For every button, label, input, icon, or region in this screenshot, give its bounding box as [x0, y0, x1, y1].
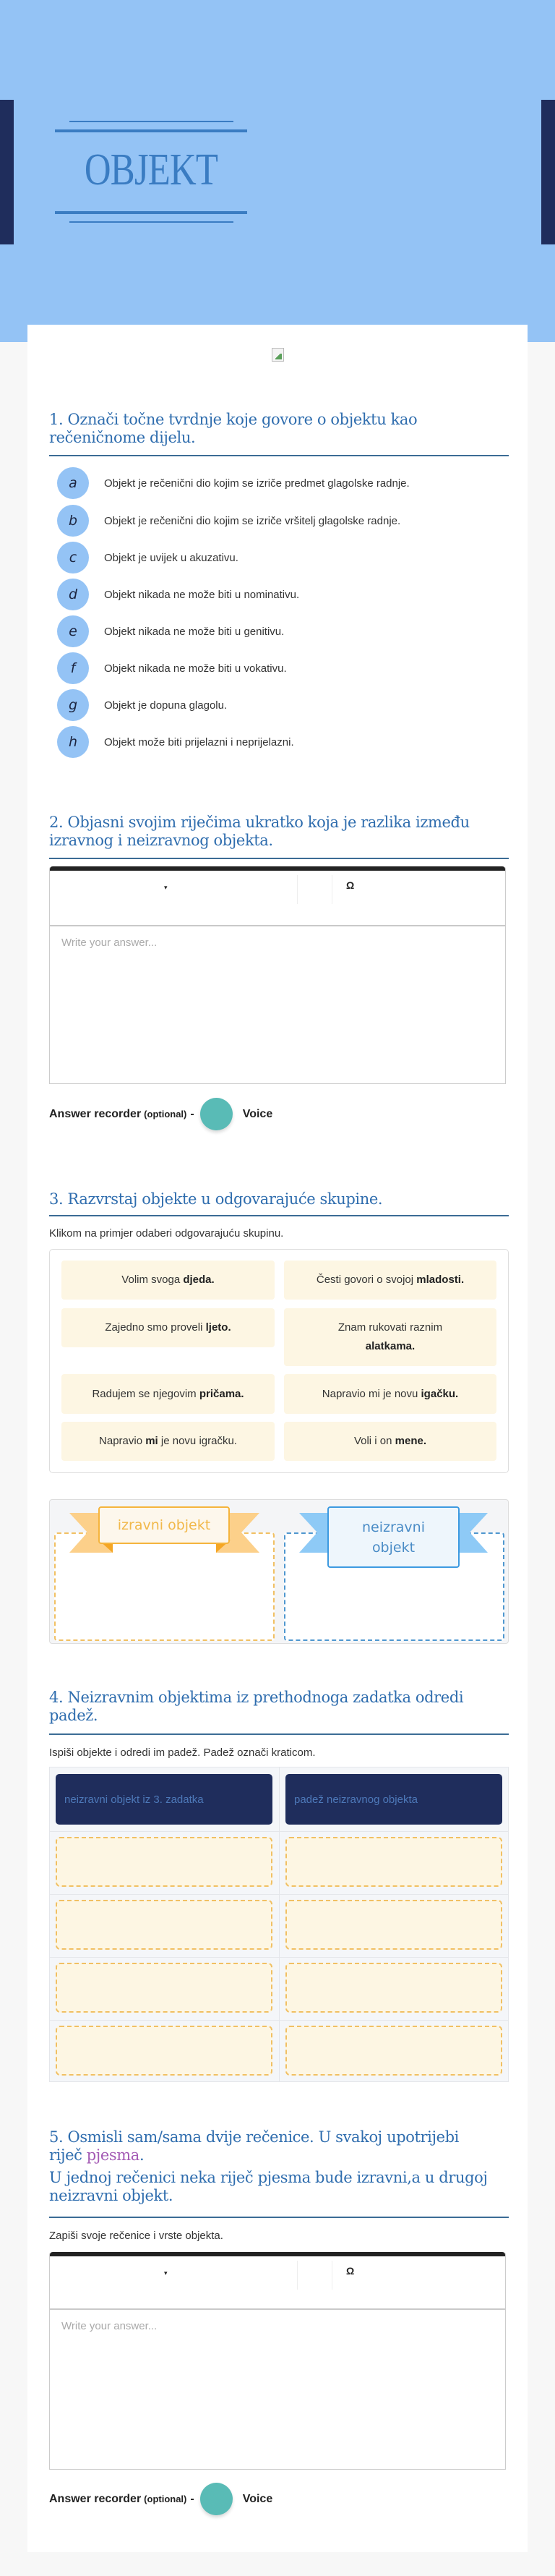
- question-5-title: [49, 2128, 506, 2205]
- option-letter-badge: h: [57, 726, 89, 758]
- question-divider: [49, 1215, 509, 1216]
- question-divider: [49, 2217, 509, 2218]
- rich-text-editor: [49, 866, 506, 1084]
- answer-recorder: [49, 1098, 272, 1130]
- title-rule: [55, 211, 247, 214]
- special-character-icon[interactable]: Ω: [346, 2265, 355, 2277]
- option-text: Objekt je rečenični dio kojim se izriče predmet glagolske radnje.: [104, 477, 410, 490]
- question-4-title-line: padež.: [49, 1707, 98, 1724]
- question-2-title-line: 2. Objasni svojim riječima ukratko koja je razlika između: [49, 814, 470, 831]
- category-label-izravni: izravni objekt: [98, 1506, 230, 1544]
- option-text: Objekt je uvijek u akuzativu.: [104, 551, 238, 564]
- option-letter-badge: a: [57, 467, 89, 499]
- option-letter-badge: d: [57, 579, 89, 610]
- table-divider: [50, 1831, 508, 1832]
- title-rule: [55, 129, 247, 132]
- option-letter-badge: g: [57, 689, 89, 721]
- option-h[interactable]: [57, 726, 294, 758]
- recorder-label: Answer recorder: [49, 1107, 142, 1120]
- special-character-icon[interactable]: Ω: [346, 879, 355, 891]
- question-5-title-line: 5. Osmisli sam/sama dvije rečenice. U svakoj upotrijebi: [49, 2128, 459, 2146]
- answer-cell[interactable]: [285, 1963, 502, 2013]
- option-text: Objekt može biti prijelazni i neprijelazni.: [104, 735, 294, 749]
- question-divider: [49, 1733, 509, 1735]
- option-f[interactable]: [57, 652, 287, 684]
- option-c[interactable]: [57, 542, 238, 573]
- option-b[interactable]: [57, 505, 400, 537]
- option-e[interactable]: [57, 615, 284, 647]
- page-title: OBJEKT: [84, 145, 218, 195]
- recorder-optional-label: (optional): [144, 1109, 187, 1119]
- answer-placeholder: Write your answer...: [61, 937, 158, 949]
- recorder-optional-label: (optional): [144, 2494, 187, 2504]
- question-5-instruction: Zapiši svoje rečenice i vrste objekta.: [49, 2230, 223, 2242]
- question-4-title: [49, 1689, 506, 1725]
- answer-cell[interactable]: [56, 2026, 272, 2076]
- toolbar-separator: [297, 875, 298, 904]
- answer-textarea[interactable]: [50, 926, 505, 1083]
- highlight-word: pjesma: [86, 2146, 139, 2164]
- sort-chip[interactable]: Volim svoga djeda.: [61, 1261, 275, 1300]
- decorative-bar-right: [541, 100, 555, 244]
- voice-label: Voice: [242, 1107, 273, 1120]
- question-3-instruction: Klikom na primjer odaberi odgovarajuću skupinu.: [49, 1227, 284, 1240]
- editor-toolbar: [50, 871, 505, 926]
- editor-toolbar: [50, 2256, 505, 2310]
- option-text: Objekt nikada ne može biti u vokativu.: [104, 662, 287, 675]
- sort-chip[interactable]: Napravio mi je novu igračku.: [61, 1422, 275, 1461]
- question-3-title: 3. Razvrstaj objekte u odgovarajuće skupine.: [49, 1190, 383, 1208]
- answer-cell[interactable]: [285, 2026, 502, 2076]
- hero-banner: [0, 0, 555, 342]
- option-a[interactable]: [57, 467, 410, 499]
- option-letter-badge: e: [57, 615, 89, 647]
- title-rule: [69, 121, 233, 122]
- answer-cell[interactable]: [56, 1837, 272, 1887]
- table-divider: [50, 1894, 508, 1895]
- sort-chip[interactable]: Zajedno smo proveli ljeto.: [61, 1308, 275, 1347]
- question-5-title-line: neizravni objekt.: [49, 2187, 173, 2204]
- table-divider: [50, 1957, 508, 1958]
- sort-chip[interactable]: Česti govori o svojoj mladosti.: [284, 1261, 496, 1300]
- answer-recorder: [49, 2483, 272, 2515]
- toolbar-separator: [297, 2261, 298, 2290]
- recorder-dash: -: [190, 2492, 194, 2505]
- option-text: Objekt nikada ne može biti u genitivu.: [104, 625, 285, 638]
- question-divider: [49, 455, 509, 456]
- question-2-title: [49, 814, 506, 850]
- broken-image-icon: [272, 348, 284, 362]
- answer-textarea[interactable]: [50, 2310, 505, 2469]
- question-1-title-line: rečeničnome dijelu.: [49, 429, 196, 446]
- question-1-title: [49, 411, 506, 447]
- option-text: Objekt je dopuna glagolu.: [104, 699, 228, 712]
- question-divider: [49, 858, 509, 859]
- question-4-title-line: 4. Neizravnim objektima iz prethodnoga zadatka odredi: [49, 1689, 464, 1706]
- option-letter-badge: c: [57, 542, 89, 573]
- option-letter-badge: f: [57, 652, 89, 684]
- title-rule: [69, 221, 233, 223]
- record-voice-button[interactable]: [200, 2483, 233, 2515]
- rich-text-editor: [49, 2252, 506, 2470]
- table-divider: [279, 1767, 280, 2081]
- sort-chip[interactable]: Radujem se njegovim pričama.: [61, 1374, 275, 1414]
- recorder-label: Answer recorder: [49, 2492, 142, 2505]
- sort-chip[interactable]: Znam rukovati raznim alatkama.: [284, 1308, 496, 1366]
- option-d[interactable]: [57, 579, 299, 610]
- answer-cell[interactable]: [56, 1963, 272, 2013]
- question-4-instruction: Ispiši objekte i odredi im padež. Padež označi kraticom.: [49, 1747, 316, 1759]
- answer-placeholder: Write your answer...: [61, 2320, 158, 2332]
- format-dropdown-icon[interactable]: ▾: [164, 2269, 168, 2277]
- sort-chip[interactable]: Napravio mi je novu igačku.: [284, 1374, 496, 1414]
- voice-label: Voice: [242, 2492, 273, 2505]
- decorative-bar-left: [0, 100, 14, 244]
- question-1-title-line: 1. Označi točne tvrdnje koje govore o objektu kao: [49, 411, 418, 428]
- option-text: Objekt je rečenični dio kojim se izriče vršitelj glagolske radnje.: [104, 514, 401, 527]
- answer-cell[interactable]: [285, 1837, 502, 1887]
- format-dropdown-icon[interactable]: ▾: [164, 884, 168, 891]
- option-text: Objekt nikada ne može biti u nominativu.: [104, 588, 300, 601]
- recorder-dash: -: [190, 1107, 194, 1120]
- sort-chip[interactable]: Voli i on mene.: [284, 1422, 496, 1461]
- table-divider: [50, 2020, 508, 2021]
- answer-cell[interactable]: [56, 1900, 272, 1950]
- table-header-object: neizravni objekt iz 3. zadatka: [56, 1774, 272, 1825]
- question-5-title-line: U jednoj rečenici neka riječ pjesma bude izravni,a u drugoj: [49, 2169, 488, 2186]
- answer-cell[interactable]: [285, 1900, 502, 1950]
- record-voice-button[interactable]: [200, 1098, 233, 1130]
- category-label-neizravni: neizravni objekt: [327, 1506, 460, 1568]
- option-letter-badge: b: [57, 505, 89, 537]
- option-g[interactable]: [57, 689, 227, 721]
- table-header-case: padež neizravnog objekta: [285, 1774, 502, 1825]
- question-5-title-line: riječ pjesma.: [49, 2146, 145, 2164]
- question-2-title-line: izravnog i neizravnog objekta.: [49, 832, 273, 849]
